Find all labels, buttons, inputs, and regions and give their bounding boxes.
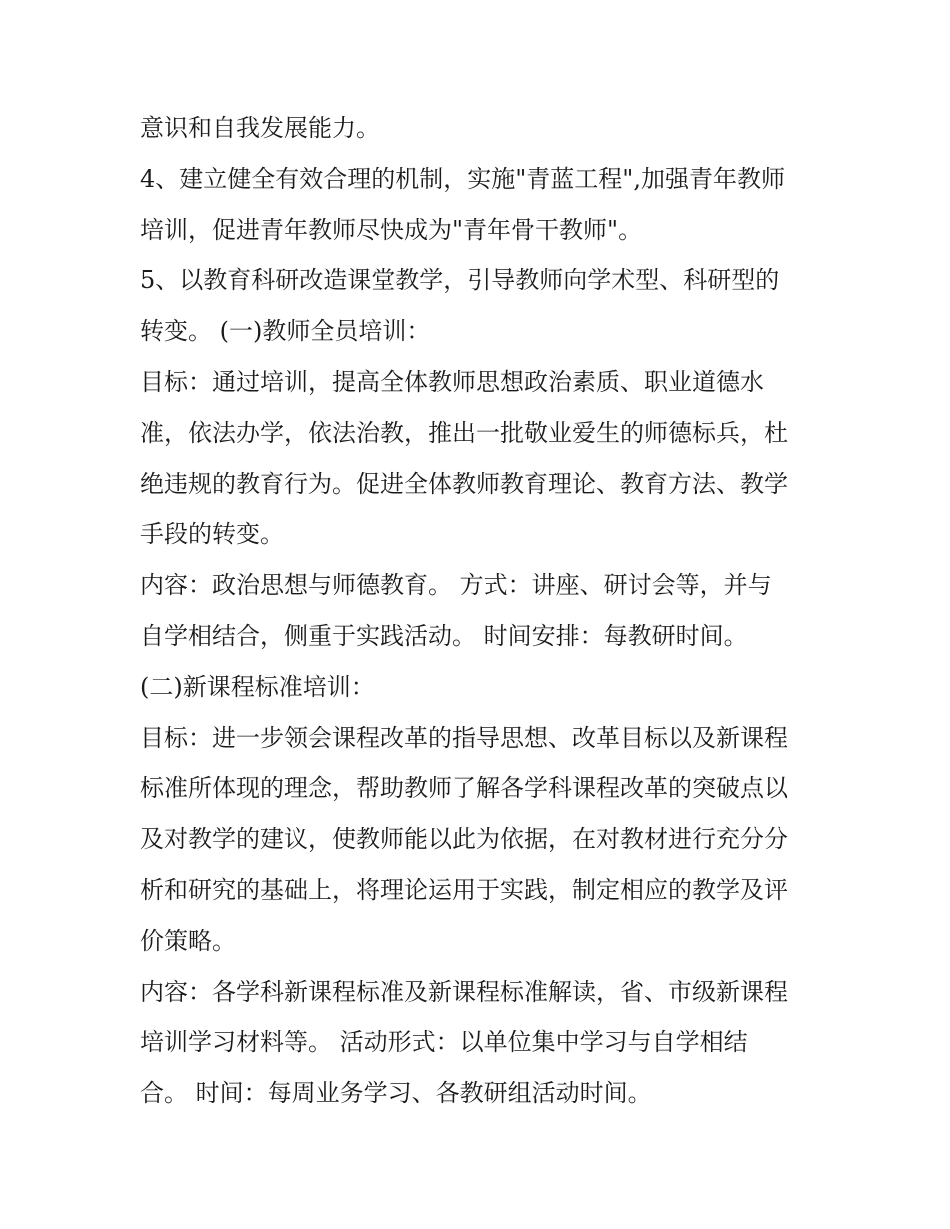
text-line: 绝违规的教育行为。促进全体教师教育理论、教育方法、教学 (140, 469, 788, 498)
text-line: 5、以教育科研改造课堂教学，引导教师向学术型、科研型的 (140, 266, 780, 295)
text-line: (二)新课程标准培训： (140, 672, 375, 701)
text-line: 析和研究的基础上，将理论运用于实践，制定相应的教学及评 (140, 875, 788, 904)
text-line: 准，依法办学，依法治教，推出一批敬业爱生的师德标兵，杜 (140, 418, 788, 447)
document-body (140, 103, 820, 1119)
text-line: 目标：通过培训，提高全体教师思想政治素质、职业道德水 (140, 367, 764, 396)
text-line: 培训学习材料等。 活动形式：以单位集中学习与自学相结 (140, 1028, 748, 1057)
text-line: 内容：各学科新课程标准及新课程标准解读，省、市级新课程 (140, 977, 788, 1006)
text-line: 培训，促进青年教师尽快成为"青年骨干教师"。 (140, 215, 643, 244)
text-line: 价策略。 (140, 926, 236, 955)
text-line: 标准所体现的理念，帮助教师了解各学科课程改革的突破点以 (140, 774, 788, 803)
text-line: 自学相结合，侧重于实践活动。 时间安排：每教研时间。 (140, 621, 748, 650)
text-line: 及对教学的建议，使教师能以此为依据，在对教材进行充分分 (140, 825, 788, 854)
text-line: 转变。 (一)教师全员培训： (140, 317, 431, 346)
text-line: 手段的转变。 (140, 520, 284, 549)
text-line: 内容：政治思想与师德教育。 方式：讲座、研讨会等，并与 (140, 571, 772, 600)
text-line: 意识和自我发展能力。 (140, 114, 380, 142)
text-line: 4、建立健全有效合理的机制，实施"青蓝工程",加强青年教师 (140, 164, 785, 193)
text-line: 目标：进一步领会课程改革的指导思想、改革目标以及新课程 (140, 723, 788, 752)
text-line: 合。 时间：每周业务学习、各教研组活动时间。 (140, 1079, 652, 1108)
